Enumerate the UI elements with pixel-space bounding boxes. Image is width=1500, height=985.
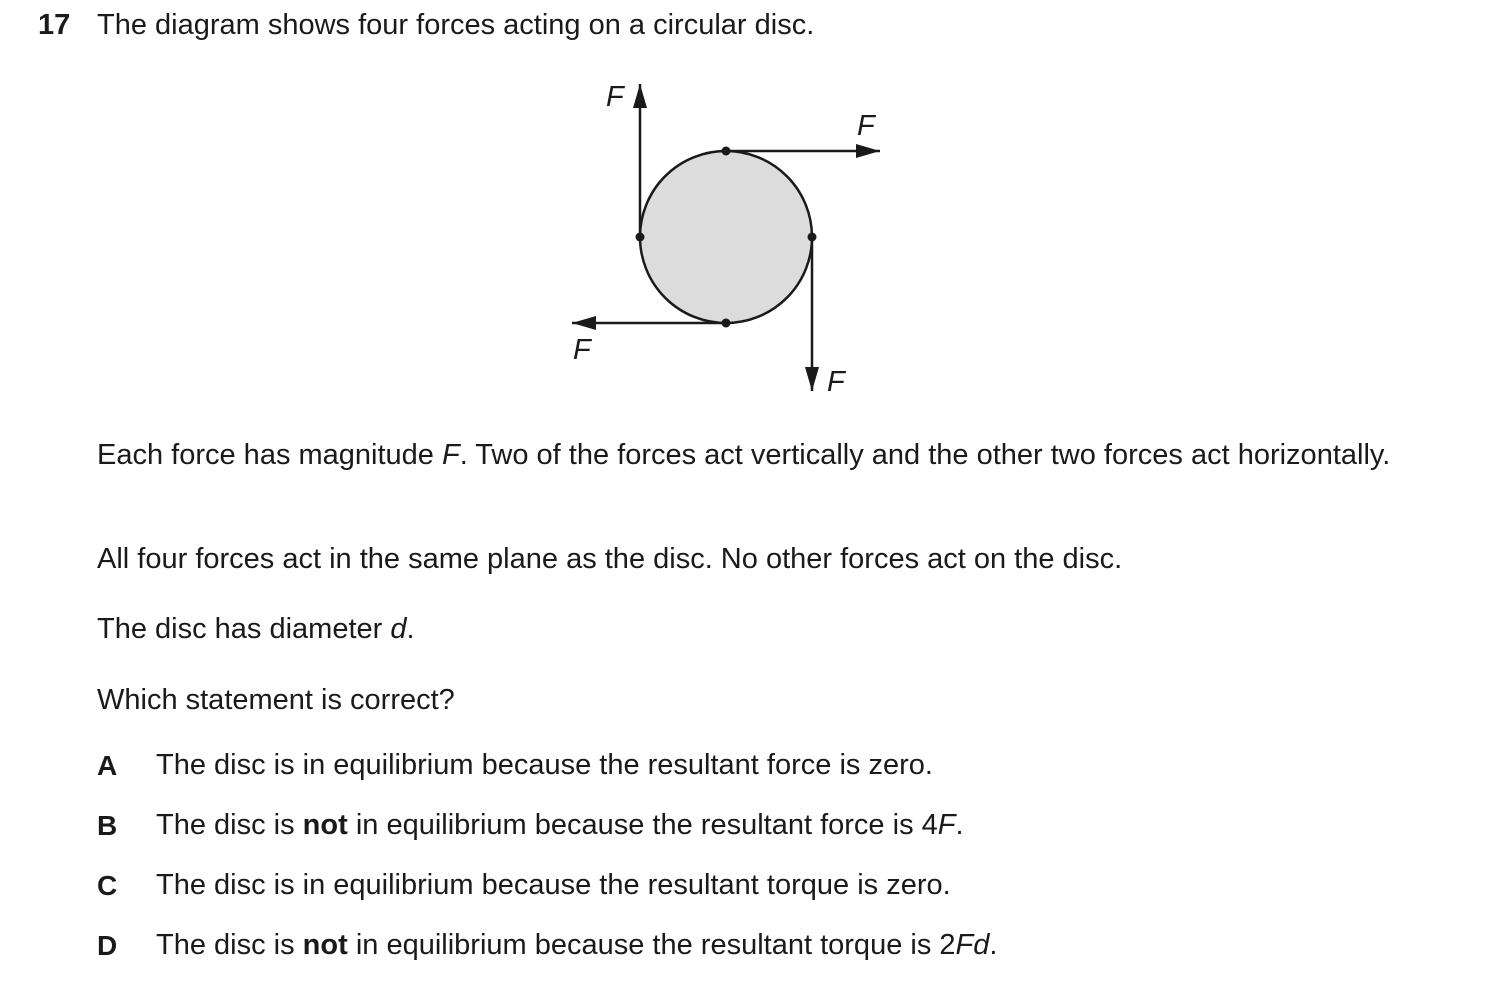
point-left	[636, 233, 645, 242]
point-right	[808, 233, 817, 242]
force-label-right: F	[857, 110, 875, 142]
question-number: 17	[38, 9, 71, 41]
paragraph-diameter: The disc has diameter d.	[97, 613, 415, 645]
force-label-left: F	[573, 334, 591, 366]
option-b-letter: B	[97, 810, 118, 841]
point-top	[722, 147, 731, 156]
force-label-down: F	[827, 366, 845, 398]
paragraph-question: Which statement is correct?	[97, 684, 455, 716]
option-b-text: The disc is not in equilibrium because the resultant force is 4F.	[156, 809, 964, 841]
option-a-letter: A	[97, 750, 118, 781]
option-d-text: The disc is not in equilibrium because the resultant torque is 2Fd.	[156, 929, 998, 961]
option-c-text: The disc is in equilibrium because the resultant torque is zero.	[156, 869, 951, 901]
point-bottom	[722, 319, 731, 328]
question-stem: The diagram shows four forces acting on a circular disc.	[97, 9, 815, 41]
force-diagram	[0, 0, 1500, 420]
paragraph-magnitude: Each force has magnitude F. Two of the forces act vertically and the other two forces act horizontally.	[97, 439, 1391, 471]
option-d-letter: D	[97, 930, 118, 961]
paragraph-plane: All four forces act in the same plane as the disc. No other forces act on the disc.	[97, 543, 1123, 575]
option-c-letter: C	[97, 870, 118, 901]
disc	[640, 151, 812, 323]
force-label-up: F	[606, 81, 624, 113]
option-a-text: The disc is in equilibrium because the resultant force is zero.	[156, 749, 933, 781]
